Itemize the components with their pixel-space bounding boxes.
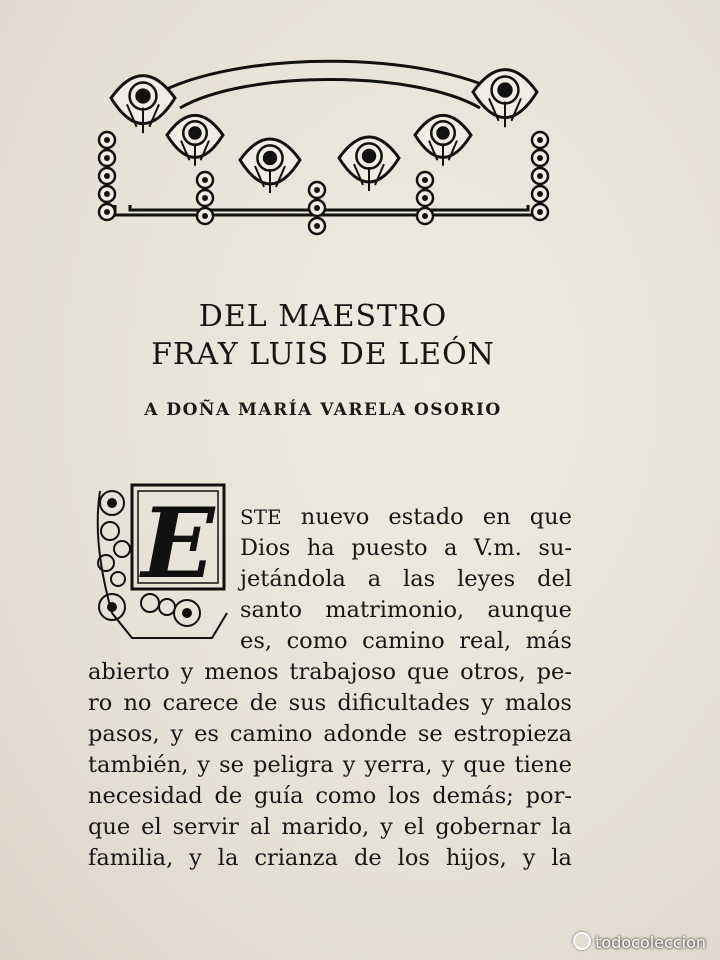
bead-icon: [532, 150, 548, 166]
word: carece: [162, 690, 239, 716]
word: V.m.: [473, 535, 522, 561]
word: que: [88, 814, 131, 840]
word: pasos,: [88, 721, 160, 747]
word: trabajoso: [289, 659, 397, 685]
bead-icon: [197, 190, 213, 206]
word: del: [537, 566, 572, 592]
word: peligra: [253, 752, 334, 778]
bead-icon: [99, 150, 115, 166]
word: es,: [240, 628, 273, 654]
word: se: [219, 752, 244, 778]
word: de: [214, 783, 243, 809]
bead-icon: [309, 218, 325, 234]
watermark-label: todocoleccion: [595, 933, 706, 952]
word: puesto: [351, 535, 428, 561]
word: la: [551, 814, 572, 840]
word: hijos,: [445, 845, 507, 871]
heading-line-1: DEL MAESTRO: [198, 299, 448, 334]
flower-icon: [415, 115, 471, 165]
word: necesidad: [88, 783, 203, 809]
word: ha: [306, 535, 335, 561]
bead-icon: [417, 172, 433, 188]
word: menos: [204, 659, 279, 685]
word: jetándola: [240, 566, 346, 592]
word: por-: [525, 783, 572, 809]
floral-headpiece-ornament: [85, 40, 573, 245]
text-line: [88, 843, 572, 873]
text-line: [240, 564, 572, 594]
word: y: [170, 721, 184, 747]
flower-motifs: [111, 70, 537, 193]
coin-icon: [573, 932, 591, 950]
word: malos: [504, 690, 572, 716]
bead-icon: [309, 200, 325, 216]
bead-icon: [197, 208, 213, 224]
bead-icon: [99, 132, 115, 148]
word: a: [444, 535, 458, 561]
word: Dios: [240, 535, 291, 561]
bead-icon: [417, 190, 433, 206]
text-line: [240, 626, 572, 656]
word: los: [397, 845, 430, 871]
word: y: [342, 752, 356, 778]
word: y: [522, 845, 536, 871]
watermark: [573, 932, 706, 952]
word: servir: [172, 814, 239, 840]
word: no: [123, 690, 152, 716]
word: sus: [288, 690, 327, 716]
word: a: [367, 566, 382, 592]
text-line: [88, 719, 572, 749]
word: y: [197, 752, 211, 778]
bead-icon: [99, 186, 115, 202]
word: más: [525, 628, 572, 654]
word: el: [141, 814, 162, 840]
bead-icon: [417, 208, 433, 224]
bead-icon: [532, 168, 548, 184]
word: guía: [254, 783, 304, 809]
bead-chains: [99, 132, 548, 234]
word: los: [388, 783, 421, 809]
word: y: [189, 845, 202, 871]
word: y: [481, 690, 494, 716]
word: también,: [88, 752, 189, 778]
word: estado: [388, 504, 464, 530]
word: leyes: [457, 566, 516, 592]
word: ro: [88, 690, 113, 716]
bead-icon: [309, 182, 325, 198]
word: al: [249, 814, 271, 840]
text-line: [88, 750, 572, 780]
text-line: [88, 812, 572, 842]
flower-icon: [339, 137, 399, 191]
word: demás;: [432, 783, 514, 809]
word: marido,: [281, 814, 370, 840]
word: que: [407, 659, 450, 685]
word: el: [403, 814, 425, 840]
word: otros,: [460, 659, 526, 685]
word: como: [315, 783, 377, 809]
word: estropieza: [453, 721, 572, 747]
word: yerra,: [364, 752, 433, 778]
bead-icon: [197, 172, 213, 188]
word: su-: [538, 535, 572, 561]
bead-icon: [532, 186, 548, 202]
word: la: [551, 845, 572, 871]
text-line: [88, 688, 572, 718]
word: STE: [240, 505, 282, 529]
word: las: [403, 566, 436, 592]
flower-icon: [167, 115, 223, 165]
word: y: [380, 814, 393, 840]
word: es: [194, 721, 219, 747]
word: camino: [229, 721, 313, 747]
text-line: [240, 595, 572, 625]
bead-icon: [99, 168, 115, 184]
word: crianza: [254, 845, 339, 871]
flower-icon: [111, 76, 175, 134]
word: de: [249, 690, 278, 716]
word: familia,: [88, 845, 174, 871]
bead-icon: [99, 204, 115, 220]
word: nuevo: [300, 504, 370, 530]
text-line: [240, 533, 572, 563]
word: que: [463, 752, 506, 778]
bead-icon: [532, 204, 548, 220]
word: matrimonio,: [325, 597, 465, 623]
flower-icon: [473, 70, 537, 128]
heading-line-2: FRAY LUIS DE LEÓN: [151, 337, 495, 372]
word: la: [217, 845, 239, 871]
word: gobernar: [435, 814, 541, 840]
text-line: [88, 657, 572, 687]
word: se: [417, 721, 443, 747]
word: y: [180, 659, 194, 685]
word: en: [482, 504, 511, 530]
flower-icon: [240, 139, 300, 193]
initial-letter-glyph: E: [141, 487, 215, 600]
word: y: [441, 752, 455, 778]
word: adonde: [323, 721, 407, 747]
word: santo: [240, 597, 303, 623]
word: como: [286, 628, 348, 654]
word: aunque: [487, 597, 572, 623]
word: dificultades: [337, 690, 470, 716]
text-line: [88, 781, 572, 811]
word: abierto: [88, 659, 170, 685]
word: real,: [459, 628, 512, 654]
decorated-initial-letter: [92, 483, 230, 643]
word: tiene: [514, 752, 572, 778]
dedication-subtitle: A DOÑA MARÍA VARELA OSORIO: [144, 400, 502, 420]
word: que: [529, 504, 572, 530]
word: camino: [362, 628, 445, 654]
word: de: [354, 845, 382, 871]
word: pe-: [536, 659, 572, 685]
text-line: [240, 502, 572, 532]
bead-icon: [532, 132, 548, 148]
